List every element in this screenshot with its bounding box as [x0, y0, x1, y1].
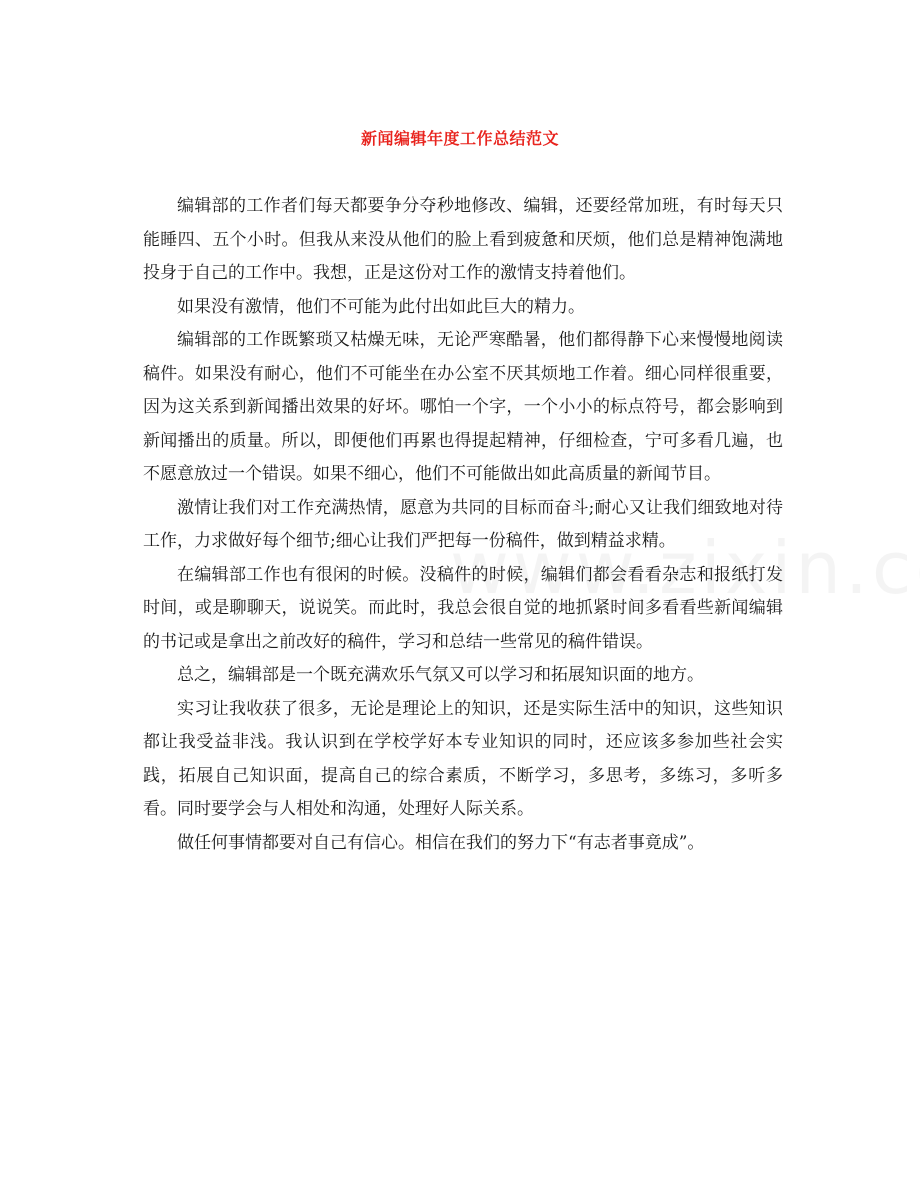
paragraph: 在编辑部工作也有很闲的时候。没稿件的时候，编辑们都会看看杂志和报纸打发时间，或是聊聊天，说说笑。而此时，我总会很自觉的地抓紧时间多看看些新闻编辑的书记或是拿出之前改好的稿件，学习和总结一些常见的稿件错误。 — [143, 564, 783, 652]
paragraph: 实习让我收获了很多，无论是理论上的知识，还是实际生活中的知识，这些知识都让我受益非浅。我认识到在学校学好本专业知识的同时，还应该多参加些社会实践，拓展自己知识面，提高自己的综合素质，不断学习，多思考，多练习，多听多看。同时要学会与人相处和沟通，处理好人际关系。 — [143, 698, 783, 819]
paragraph: 做任何事情都要对自己有信心。相信在我们的努力下“有志者事竟成”。 — [177, 832, 705, 853]
paragraph: 编辑部的工作既繁琐又枯燥无味，无论严寒酷暑，他们都得静下心来慢慢地阅读稿件。如果没有耐心，他们不可能坐在办公室不厌其烦地工作着。细心同样很重要，因为这关系到新闻播出效果的好坏。哪怕一个字，一个小小的标点符号，都会影响到新闻播出的质量。所以，即便他们再累也得提起精神，仔细检查，宁可多看几遍，也不愿意放过一个错误。如果不细心，他们不可能做出如此高质量的新闻节目。 — [143, 330, 783, 484]
paragraph: 如果没有激情，他们不可能为此付出如此巨大的精力。 — [177, 296, 585, 317]
document-body — [143, 190, 783, 860]
paragraph: 激情让我们对工作充满热情，愿意为共同的目标而奋斗;耐心又让我们细致地对待工作，力求做好每个细节;细心让我们严把每一份稿件，做到精益求精。 — [143, 497, 783, 551]
document-title: 新闻编辑年度工作总结范文 — [360, 129, 559, 148]
paragraph: 总之，编辑部是一个既充满欢乐气氛又可以学习和拓展知识面的地方。 — [177, 665, 704, 685]
paragraph: 编辑部的工作者们每天都要争分夺秒地修改、编辑，还要经常加班，有时每天只能睡四、五个小时。但我从来没从他们的脸上看到疲惫和厌烦，他们总是精神饱满地投身于自己的工作中。我想，正是这份对工作的激情支持着他们。 — [143, 196, 783, 283]
